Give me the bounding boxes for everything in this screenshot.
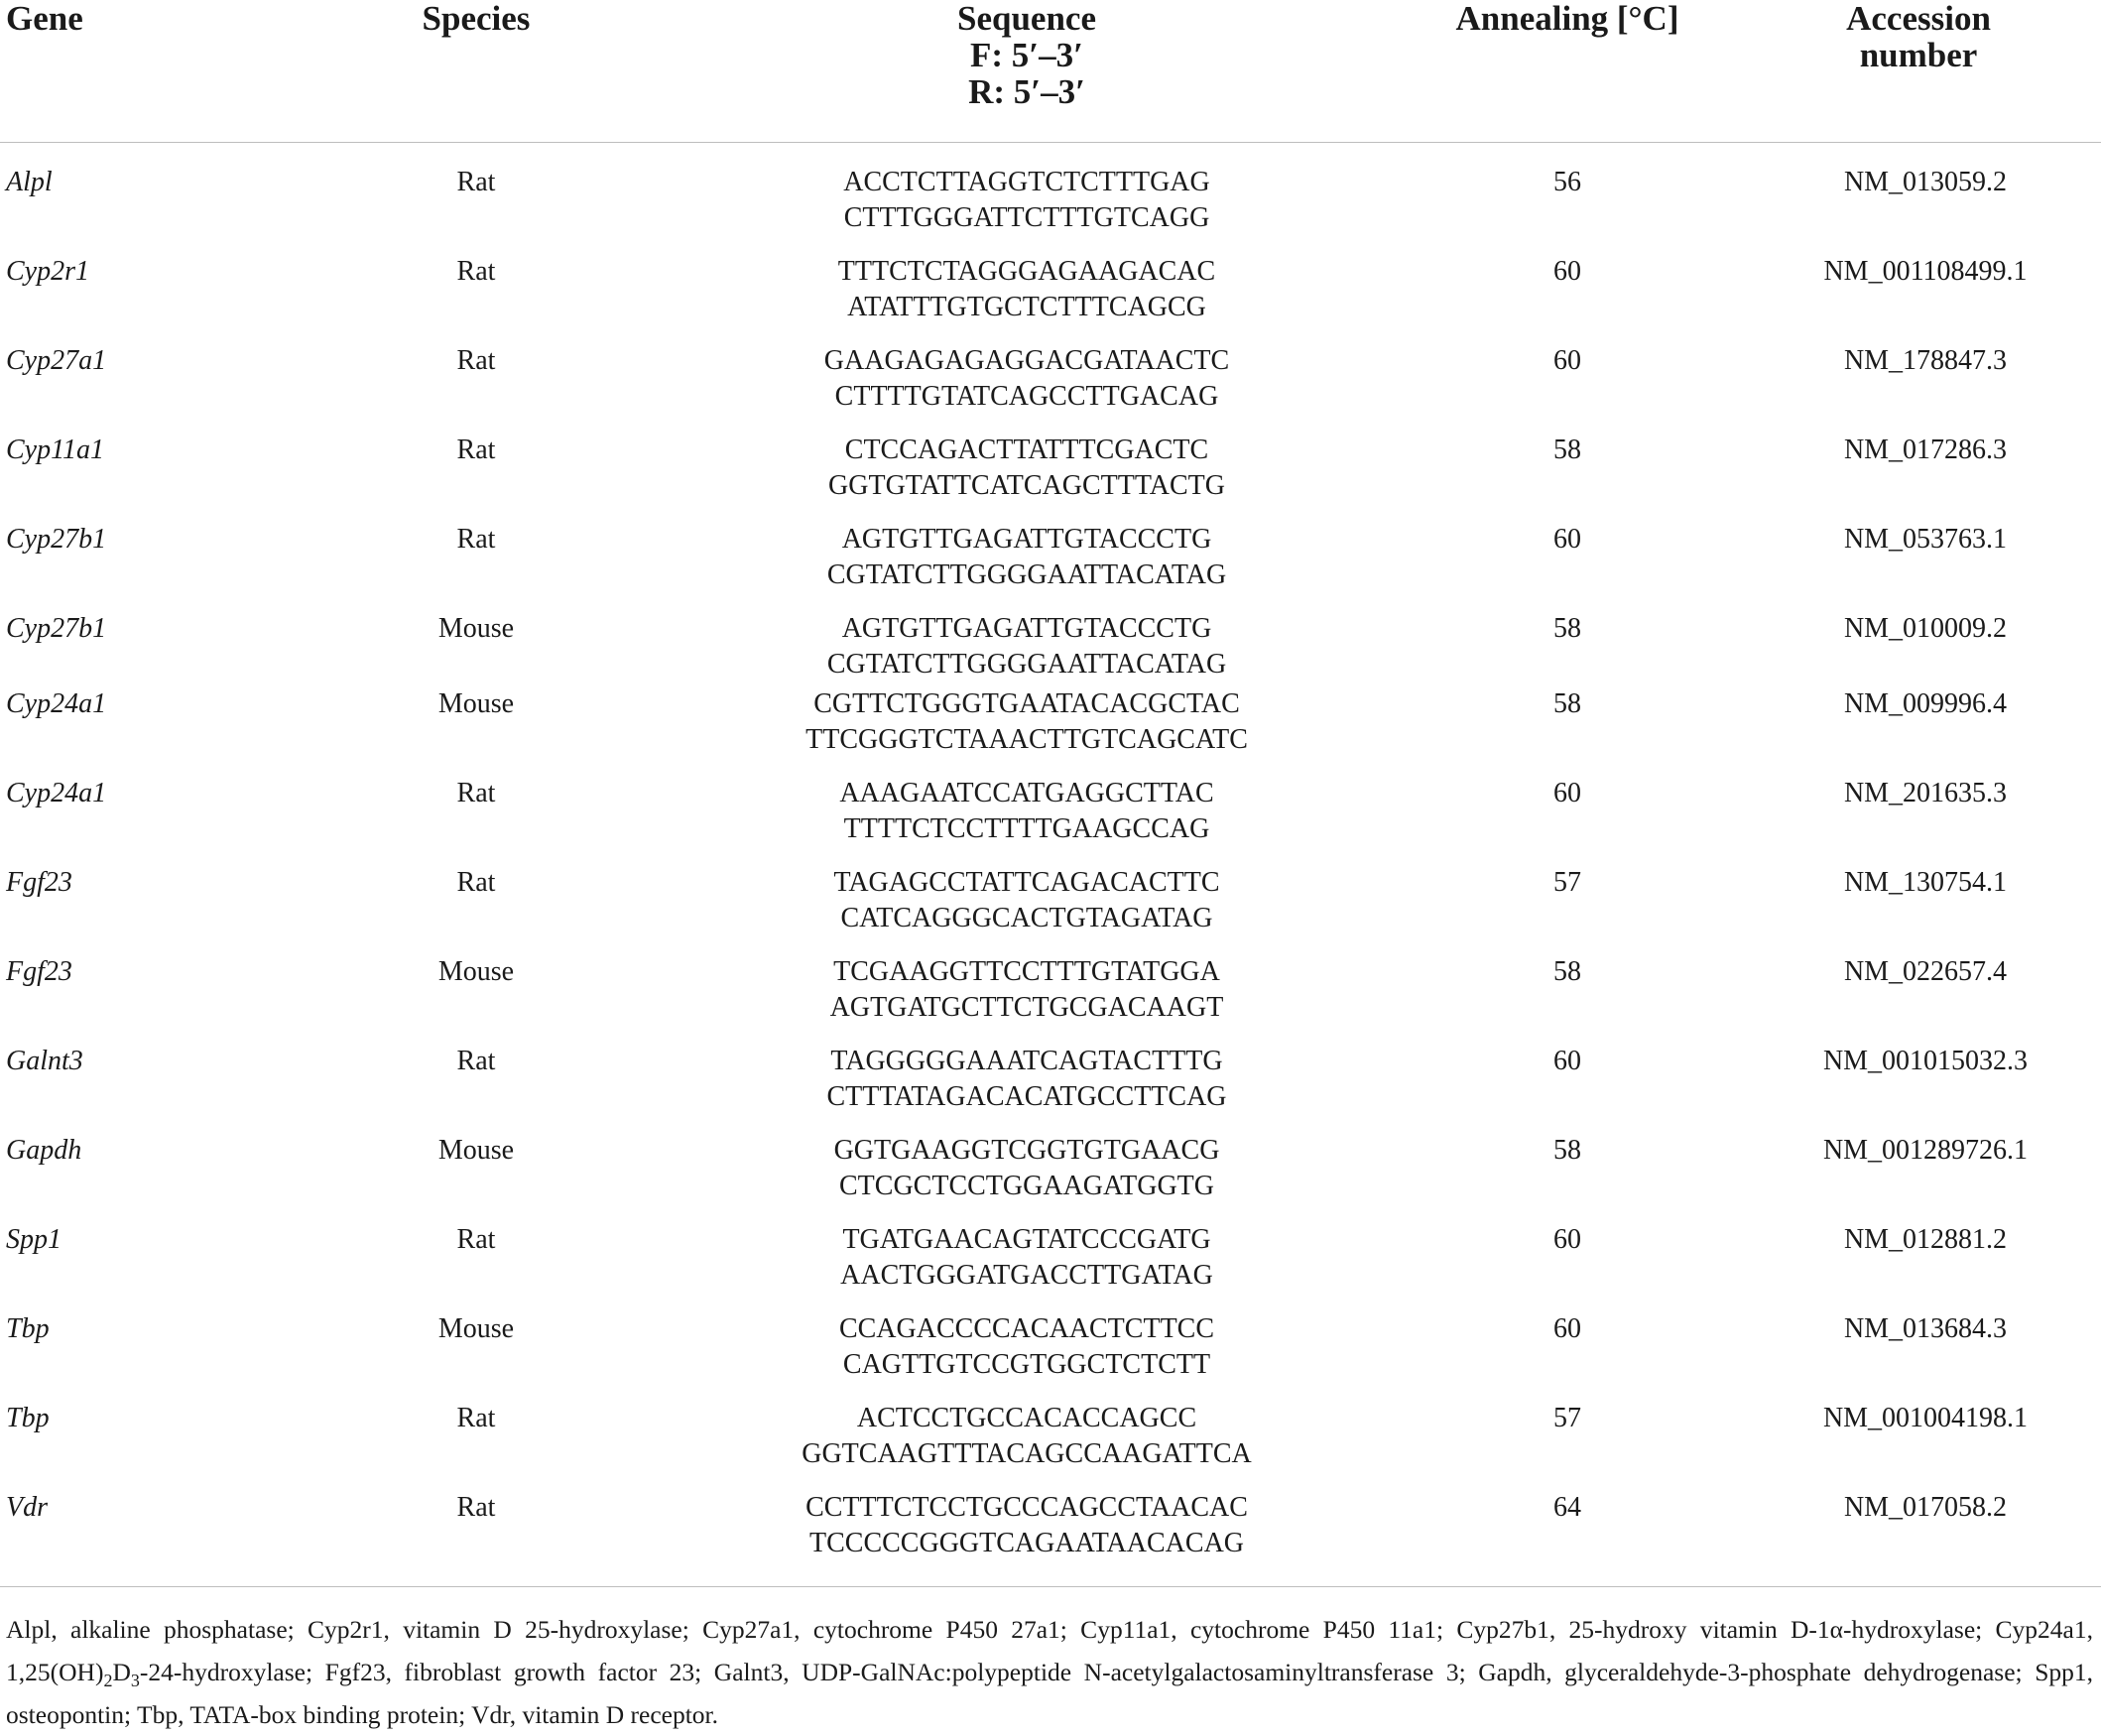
reverse-primer: AACTGGGATGACCTTGATAG <box>840 1260 1213 1291</box>
annealing-cell: 58 <box>1553 956 1581 987</box>
gene-cell: Cyp27b1 <box>6 613 107 644</box>
annealing-cell: 60 <box>1553 1313 1581 1344</box>
table-row <box>0 143 2101 255</box>
forward-primer: ACCTCTTAGGTCTCTTTGAG <box>843 167 1210 197</box>
table-row <box>0 1222 2101 1311</box>
accession-cell: NM_201635.3 <box>1843 778 2008 808</box>
forward-primer: TAGGGGGAAATCAGTACTTTG <box>830 1046 1223 1076</box>
sequence-cell <box>655 865 1399 954</box>
accession-cell: NM_001108499.1 <box>1823 256 2028 287</box>
table-row <box>0 1133 2101 1222</box>
accession-cell: NM_053763.1 <box>1843 524 2008 555</box>
header-annealing: Annealing [°C] <box>1399 0 1736 143</box>
sequence-cell <box>655 954 1399 1044</box>
gene-cell: Tbp <box>6 1403 50 1433</box>
forward-primer: GGTGAAGGTCGGTGTGAACG <box>833 1135 1220 1166</box>
reverse-primer: CGTATCTTGGGGAATTACATAG <box>826 559 1227 590</box>
species-cell: Rat <box>456 524 496 555</box>
annealing-cell: 60 <box>1553 778 1581 808</box>
gene-cell: Fgf23 <box>6 867 72 898</box>
forward-primer: TAGAGCCTATTCAGACACTTC <box>833 867 1220 898</box>
forward-primer: TGATGAACAGTATCCCGATG <box>842 1224 1211 1255</box>
table-body <box>0 143 2101 1588</box>
table-row <box>0 1401 2101 1490</box>
reverse-primer: CGTATCTTGGGGAATTACATAG <box>826 649 1227 680</box>
sequence-cell <box>655 433 1399 522</box>
reverse-primer: CTTTTGTATCAGCCTTGACAG <box>834 381 1219 412</box>
forward-primer: CGTTCTGGGTGAATACACGCTAC <box>813 688 1240 719</box>
header-gene: Gene <box>0 0 298 143</box>
species-cell: Rat <box>456 778 496 808</box>
header-accession: Accession number <box>1736 0 2101 143</box>
accession-cell: NM_130754.1 <box>1843 867 2008 898</box>
gene-cell: Vdr <box>6 1492 48 1523</box>
annealing-cell: 64 <box>1553 1492 1581 1523</box>
annealing-cell: 56 <box>1553 167 1581 197</box>
sequence-cell <box>655 686 1399 776</box>
annealing-cell: 58 <box>1553 434 1581 465</box>
annealing-cell: 60 <box>1553 256 1581 287</box>
reverse-primer: CTTTATAGACACATGCCTTCAG <box>826 1081 1227 1112</box>
table-row <box>0 1044 2101 1133</box>
table-footnote: Alpl, alkaline phosphatase; Cyp2r1, vitamin D 25-hydroxylase; Cyp27a1, cytochrome P450 27a1; Cyp11a1, cytochrome P450 11a1; Cyp27b1, 25-hydroxy vitamin D-1α-hydroxylase; Cyp24a1, $1,25(OH)_2D_3-24$-hydroxylase; Fgf23, fibroblast growth factor 23; Galnt3, UDP-GalNAc:polypeptide N-acetylgalactosaminyltransferase 3; Gapdh, glyceraldehyde-3-phosphate dehydrogenase; Spp1, osteopontin; Tbp, TATA-box binding protein; Vdr, vitamin D receptor. <box>6 1615 2093 1729</box>
gene-cell: Fgf23 <box>6 956 72 987</box>
table-row <box>0 954 2101 1044</box>
gene-cell: Cyp27a1 <box>6 345 107 376</box>
sequence-cell <box>655 343 1399 433</box>
forward-primer: TTTCTCTAGGGAGAAGACAC <box>837 256 1216 287</box>
annealing-cell: 58 <box>1553 688 1581 719</box>
gene-cell: Gapdh <box>6 1135 82 1166</box>
species-cell: Mouse <box>437 688 515 719</box>
table-row <box>0 254 2101 343</box>
sequence-cell <box>655 1311 1399 1401</box>
accession-cell: NM_009996.4 <box>1843 688 2008 719</box>
forward-primer: GAAGAGAGAGGACGATAACTC <box>823 345 1230 376</box>
species-cell: Mouse <box>437 1313 515 1344</box>
species-cell: Mouse <box>437 1135 515 1166</box>
accession-cell: NM_013059.2 <box>1843 167 2008 197</box>
reverse-primer: GGTCAAGTTTACAGCCAAGATTCA <box>802 1438 1252 1469</box>
reverse-primer: GGTGTATTCATCAGCTTTACTG <box>828 470 1225 501</box>
species-cell: Rat <box>456 867 496 898</box>
sequence-cell <box>655 254 1399 343</box>
forward-primer: CCTTTCTCCTGCCCAGCCTAACAC <box>805 1492 1248 1523</box>
table-row <box>0 522 2101 611</box>
reverse-primer: CTCGCTCCTGGAAGATGGTG <box>839 1171 1214 1201</box>
header-species: Species <box>298 0 655 143</box>
gene-cell: Galnt3 <box>6 1046 83 1076</box>
species-cell: Rat <box>456 1224 496 1255</box>
gene-cell: Tbp <box>6 1313 50 1344</box>
gene-cell: Cyp2r1 <box>6 256 89 287</box>
table-row <box>0 865 2101 954</box>
table-row <box>0 1490 2101 1587</box>
sequence-cell <box>655 1222 1399 1311</box>
accession-cell: NM_178847.3 <box>1843 345 2008 376</box>
annealing-cell: 60 <box>1553 524 1581 555</box>
forward-primer: ACTCCTGCCACACCAGCC <box>856 1403 1197 1433</box>
accession-cell: NM_017286.3 <box>1843 434 2008 465</box>
sequence-cell <box>655 522 1399 611</box>
annealing-cell: 57 <box>1553 1403 1581 1433</box>
reverse-primer: TTCGGGTCTAAACTTGTCAGCATC <box>805 724 1248 755</box>
forward-primer: TCGAAGGTTCCTTTGTATGGA <box>833 956 1220 987</box>
accession-cell: NM_001015032.3 <box>1822 1046 2029 1076</box>
forward-primer: AGTGTTGAGATTGTACCCTG <box>841 613 1212 644</box>
table-row <box>0 1311 2101 1401</box>
species-cell: Rat <box>456 345 496 376</box>
gene-cell: Cyp24a1 <box>6 778 107 808</box>
species-cell: Rat <box>456 1492 496 1523</box>
sequence-cell <box>655 611 1399 686</box>
annealing-cell: 60 <box>1553 345 1581 376</box>
annealing-cell: 60 <box>1553 1224 1581 1255</box>
annealing-cell: 57 <box>1553 867 1581 898</box>
accession-cell: NM_001004198.1 <box>1822 1403 2029 1433</box>
sequence-cell <box>655 1490 1399 1587</box>
species-cell: Rat <box>456 167 496 197</box>
table-row <box>0 776 2101 865</box>
gene-cell: Cyp27b1 <box>6 524 107 555</box>
table-row <box>0 611 2101 686</box>
reverse-primer: ATATTTGTGCTCTTTCAGCG <box>847 292 1206 322</box>
header-sequence-reverse: R: 5′–3′ <box>968 72 1085 111</box>
accession-cell: NM_022657.4 <box>1843 956 2008 987</box>
table-row <box>0 343 2101 433</box>
reverse-primer: CATCAGGGCACTGTAGATAG <box>840 903 1213 933</box>
annealing-cell: 58 <box>1553 1135 1581 1166</box>
gene-cell: Spp1 <box>6 1224 62 1255</box>
species-cell: Rat <box>456 1403 496 1433</box>
accession-cell: NM_013684.3 <box>1843 1313 2008 1344</box>
table-header <box>0 0 2101 143</box>
forward-primer: CTCCAGACTTATTTCGACTC <box>844 434 1209 465</box>
forward-primer: AGTGTTGAGATTGTACCCTG <box>841 524 1212 555</box>
accession-cell: NM_017058.2 <box>1843 1492 2008 1523</box>
sequence-cell <box>655 1044 1399 1133</box>
sequence-cell <box>655 776 1399 865</box>
sequence-cell <box>655 143 1399 255</box>
header-sequence: Sequence F: 5′–3′ R: 5′–3′ <box>655 0 1399 143</box>
reverse-primer: TTTTCTCCTTTTGAAGCCAG <box>843 813 1210 844</box>
species-cell: Rat <box>456 1046 496 1076</box>
species-cell: Mouse <box>437 956 515 987</box>
reverse-primer: CAGTTGTCCGTGGCTCTCTT <box>842 1349 1211 1380</box>
reverse-primer: AGTGATGCTTCTGCGACAAGT <box>829 992 1224 1023</box>
forward-primer: AAAGAATCCATGAGGCTTAC <box>839 778 1214 808</box>
gene-cell: Cyp11a1 <box>6 434 105 465</box>
species-cell: Rat <box>456 434 496 465</box>
annealing-cell: 58 <box>1553 613 1581 644</box>
accession-cell: NM_001289726.1 <box>1822 1135 2029 1166</box>
accession-cell: NM_012881.2 <box>1843 1224 2008 1255</box>
table-row <box>0 433 2101 522</box>
species-cell: Mouse <box>437 613 515 644</box>
gene-cell: Alpl <box>6 167 53 197</box>
sequence-cell <box>655 1401 1399 1490</box>
table-bottom-rule <box>0 1586 2101 1587</box>
reverse-primer: CTTTGGGATTCTTTGTCAGG <box>843 202 1210 233</box>
annealing-cell: 60 <box>1553 1046 1581 1076</box>
species-cell: Rat <box>456 256 496 287</box>
gene-cell: Cyp24a1 <box>6 688 107 719</box>
forward-primer: CCAGACCCCACAACTCTTCC <box>838 1313 1215 1344</box>
header-sequence-forward: F: 5′–3′ <box>970 36 1083 74</box>
sequence-cell <box>655 1133 1399 1222</box>
reverse-primer: TCCCCCGGGTCAGAATAACACAG <box>808 1528 1245 1558</box>
accession-cell: NM_010009.2 <box>1843 613 2008 644</box>
table-row <box>0 686 2101 776</box>
